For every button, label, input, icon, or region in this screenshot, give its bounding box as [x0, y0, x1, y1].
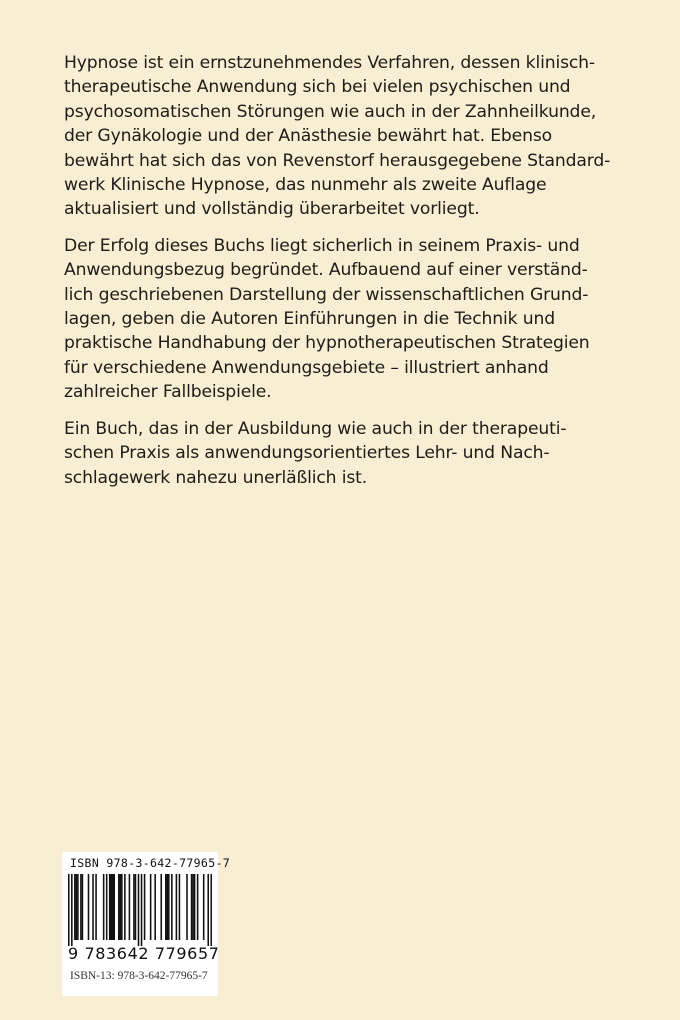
blurb-line: Anwendungsbezug begründet. Aufbauend auf einer verständ- [64, 260, 588, 281]
blurb-line: Ein Buch, das in der Ausbildung wie auch in der therapeuti- [64, 418, 567, 439]
barcode-bar [110, 874, 112, 940]
barcode-bar [121, 874, 123, 940]
barcode-bar [194, 874, 196, 940]
blurb-line: therapeutische Anwendung sich bei vielen psychischen und [64, 77, 571, 98]
blurb-line: schen Praxis als anwendungsorientiertes Lehr- und Nach- [64, 443, 550, 464]
blurb-line: Hypnose ist ein ernstzunehmendes Verfahren, dessen klinisch- [64, 53, 595, 73]
barcode-bar [129, 874, 131, 940]
barcode-bar [82, 874, 84, 940]
barcode-bar [92, 874, 94, 940]
barcode-bar [154, 874, 156, 940]
barcode-bar [113, 874, 115, 940]
isbn-header: ISBN 978-3-642-77965-7 [70, 856, 231, 870]
blurb-line: werk Klinische Hypnose, das nunmehr als zweite Auflage [64, 175, 547, 196]
barcode-bar [124, 874, 126, 940]
barcode-bar [68, 874, 70, 946]
blurb-line: zahlreicher Fallbeispiele. [64, 382, 272, 403]
barcode-bar [77, 874, 79, 940]
barcode-bar [95, 874, 97, 940]
barcode-bar [112, 874, 114, 940]
barcode-bar [176, 874, 178, 940]
blurb-line: psychosomatischen Störungen wie auch in der Zahnheilkunde, [64, 101, 597, 122]
barcode-bar [144, 874, 146, 940]
blurb-paragraph-1 [64, 51, 634, 222]
barcode-bar [186, 874, 188, 940]
blurb-line: lagen, geben die Autoren Einführungen in die Technik und [64, 309, 555, 330]
barcode-bar [191, 874, 193, 940]
barcode-bar [179, 874, 181, 940]
barcode-bar [133, 874, 135, 940]
barcode-bar [150, 874, 152, 940]
barcode-bar [192, 874, 194, 940]
barcode-bar [171, 874, 173, 940]
blurb-line: praktische Handhabung der hypnotherapeutischen Strategien [64, 333, 590, 354]
barcode-bar [106, 874, 108, 940]
barcode-bar [167, 874, 169, 940]
barcode-icon [68, 874, 212, 946]
barcode-bar [210, 874, 212, 946]
blurb-line: bewährt hat sich das von Revenstorf herausgegebene Standard- [64, 150, 611, 171]
barcode-bar [71, 874, 73, 946]
barcode-bar [168, 874, 170, 940]
isbn13-label: ISBN-13: 978-3-642-77965-7 [70, 970, 208, 982]
blurb-line: aktualisiert und vollständig überarbeitet vorliegt. [64, 199, 480, 220]
blurb-paragraph-2 [64, 234, 634, 405]
barcode-label [62, 852, 231, 996]
barcode-bar [135, 874, 137, 940]
barcode-bar [74, 874, 76, 940]
blurb-line: für verschiedene Anwendungsgebiete – illustriert anhand [64, 357, 549, 378]
barcode-bar [120, 874, 122, 940]
barcode-bar [109, 874, 111, 940]
blurb-line: lich geschriebenen Darstellung der wissenschaftlichen Grund- [64, 284, 589, 305]
blurb-line: Der Erfolg dieses Buchs liegt sicherlich in seinem Praxis- und [64, 235, 580, 256]
blurb-line: der Gynäkologie und der Anästhesie bewährt hat. Ebenso [64, 126, 553, 147]
barcode-bar [76, 874, 78, 940]
barcode-bar [141, 874, 143, 946]
barcode-bar [197, 874, 199, 940]
barcode-bar [80, 874, 82, 940]
barcode-bar [88, 874, 90, 940]
barcode-bar [203, 874, 205, 940]
blurb-paragraph-3 [64, 417, 634, 490]
barcode-bar [160, 874, 162, 940]
blurb-line: schlagewerk nahezu unerläßlich ist. [64, 467, 368, 488]
barcode-bar [207, 874, 209, 946]
blurb-text [64, 51, 634, 502]
barcode-bar [103, 874, 105, 940]
barcode-bar [118, 874, 120, 940]
barcode-digits: 9 783642 779657 [68, 944, 220, 963]
barcode-bar [138, 874, 140, 946]
barcode-bar [165, 874, 167, 940]
